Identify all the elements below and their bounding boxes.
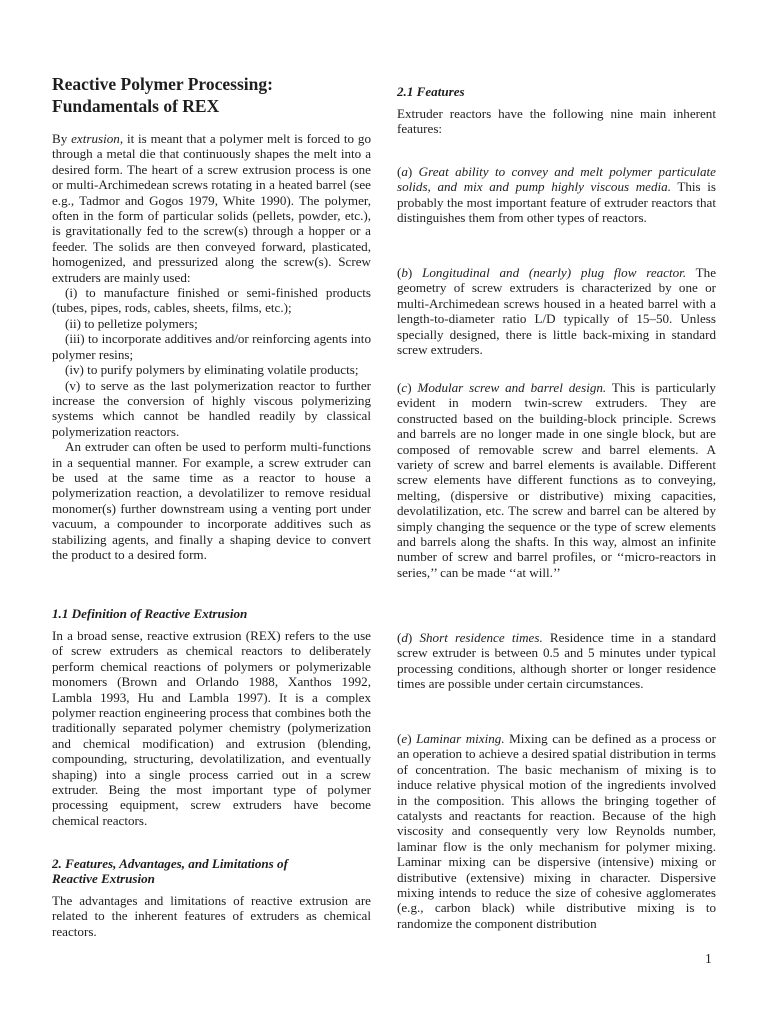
feature-b: (b) Longitudinal and (nearly) plug flow reactor. The geometry of screw extruders is characterized by one or multi-Archimedean screws housed in a heated barrel with a length-to-diameter ratio L/D typically of 15–50. Unless specially designed, there is little back-mixing in standard screw extruders.: [397, 265, 717, 358]
feature-d-letter: d: [401, 630, 408, 645]
use-item-2: (ii) to pelletize polymers;: [65, 315, 198, 331]
use-item-1: (i) to manufacture finished or semi-finished products (tubes, pipes, rods, cables, sheets, films, etc.);: [52, 285, 371, 316]
feature-b-title: Longitudinal and (nearly) plug flow reactor.: [422, 265, 687, 280]
feature-e-letter: e: [401, 731, 408, 746]
feature-a-title: Great ability to convey and melt polymer particulate solids, and mix and pump highly viscous media.: [397, 164, 716, 195]
feature-e: (e) Laminar mixing. Mixing can be defined as a process or an operation to achieve a desired spatial distribution in terms of concentration. The basic mechanism of mixing is to induce relative physical motion of the ingredients involved in the composition. This allows the bringing together of catalysts and reactants for reaction. Because of the high viscosity and consequently very low Reynolds number, laminar flow is the only mechanism for polymer mixing. Laminar mixing can be dispersive (intensive) mixing or distributive (extensive) mixing in character. Dispersive mixing intends to reduce the size of cohesive agglomerates (e.g., carbon black) while distributive mixing is to randomize the component distribution: [397, 731, 716, 931]
section-2-1-heading: 2.1 Features: [397, 84, 465, 99]
feature-a: (a) Great ability to convey and melt polymer particulate solids, and mix and pump highly viscous media. This is probably the most important feature of extruder reactors that distinguishes them from other types of reactors.: [397, 164, 717, 226]
feature-c-title: Modular screw and barrel design.: [417, 380, 607, 395]
feature-d: (d) Short residence times. Residence time in a standard screw extruder is between 0.5 and 5 minutes under typical processing conditions, although shorter or longer residence times are possible under certain circumstances.: [397, 630, 716, 692]
section-1-1-paragraph: In a broad sense, reactive extrusion (REX) refers to the use of screw extruders as chemical reactors to deliberately perform chemical reactions of polymers or polymerizable monomers (Brown and Orlando 1988, Xanthos 1992, Lambla 1993, Hu and Lambla 1997). It is a complex polymer reaction engineering process that combines both the traditionally separated polymer chemistry (polymerization and chemical modification) and extrusion (blending, compounding, structuring, devolatilization, and eventually shaping) into a single process carried out in a screw extruder. Being the most important type of polymer processing equipment, screw extruders have become chemical reactors.: [52, 628, 371, 828]
intro-block: [52, 131, 371, 562]
page-number: 1: [705, 951, 712, 966]
feature-b-body: The geometry of screw extruders is characterized by one or multi-Archimedean screws housed in a heated barrel with a length-to-diameter ratio L/D typically of 15–50. Unless specially designed, there is little back-mixing in standard screw extruders.: [397, 265, 717, 358]
feature-d-body: Residence time in a standard screw extruder is between 0.5 and 5 minutes under typical processing conditions, although shorter or longer residence times are possible under certain circumstances.: [397, 630, 716, 692]
section-2-heading-line-2: Reactive Extrusion: [52, 871, 155, 887]
multifunction-paragraph: An extruder can often be used to perform multi-functions in a sequential manner. For example, a screw extruder can be used at the same time as a reactor to house a polymerization reaction, a devolatilizer to remove residual monomer(s) further downstream using a venting port under vacuum, a compounder to incorporate additives such as stabilizing agents, and finally a shaping device to convert the product to a desired form.: [52, 439, 371, 562]
title-line-1: Reactive Polymer Processing:: [52, 74, 273, 94]
section-1-1-heading: 1.1 Definition of Reactive Extrusion: [52, 606, 248, 621]
intro-paragraph: [52, 131, 371, 285]
article-title: [52, 73, 371, 117]
feature-c-body: This is particularly evident in modern twin-screw extruders. They are constructed based on the building-block principle. Screws and barrels are no longer made in one single block, but are composed of removable screw and barrel elements. A variety of screw and barrel elements is available. Different screw elements have different functions as to conveying, melting, (dispersive or distributive) mixing capacities, devolatilization, etc. The screw and barrel can be altered by simply changing the sequence or the type of screw elements and barrels along the shafts. In this way, almost an infinite number of screw and barrel profiles, or ‘‘micro-reactors in series,’’ can be made ‘‘at will.’’: [397, 380, 716, 580]
section-2-paragraph: The advantages and limitations of reactive extrusion are related to the inherent features of extruders as chemical reactors.: [52, 893, 371, 939]
feature-d-title: Short residence times.: [419, 630, 543, 645]
feature-c-letter: c: [401, 380, 408, 395]
intro-term: extrusion: [71, 131, 120, 146]
feature-c: (c) Modular screw and barrel design. This is particularly evident in modern twin-screw extruders. They are constructed based on the building-block principle. Screws and barrels are no longer made in one single block, but are composed of removable screw and barrel elements. A variety of screw and barrel elements is available. Different screw elements have different functions as to conveying, melting, (dispersive or distributive) mixing capacities, devolatilization, etc. The screw and barrel can be altered by simply changing the sequence or the type of screw elements and barrels along the shafts. In this way, almost an infinite number of screw and barrel profiles, or ‘‘micro-reactors in series,’’ can be made ‘‘at will.’’: [397, 380, 716, 580]
intro-pre: By: [52, 131, 72, 146]
feature-e-body: Mixing can be defined as a process or an operation to achieve a desired spatial distribution in terms of concentration. The basic mechanism of mixing is to induce relative physical motion of the ingredients involved in the composition. This allows the bringing together of catalysts and reactants for reaction. Because of the high viscosity and consequently very low Reynolds number, laminar flow is the only mechanism for polymer mixing. Laminar mixing can be dispersive (intensive) mixing or distributive (extensive) mixing in character. Dispersive mixing intends to reduce the size of cohesive agglomerates (e.g., carbon black) while distributive mixing is to randomize the component distribution: [397, 731, 716, 931]
feature-a-body: This is probably the most important feature of extruder reactors that distinguishes them from other types of reactors.: [397, 179, 717, 226]
use-item-5: (v) to serve as the last polymerization reactor to further increase the conversion of highly viscous polymerizing systems which cannot be handled readily by classical polymerization reactors.: [52, 377, 371, 439]
section-2-heading-line-1: 2. Features, Advantages, and Limitations of: [52, 856, 288, 871]
feature-e-title: Laminar mixing.: [416, 731, 505, 746]
use-item-3: (iii) to incorporate additives and/or reinforcing agents into polymer resins;: [52, 331, 371, 362]
section-2-heading: [52, 856, 371, 887]
title-line-2: Fundamentals of REX: [52, 96, 220, 116]
intro-post: , it is meant that a polymer melt is forced to go through a metal die that continuously shapes the melt into a desired form. The heart of a screw extrusion process is one or multi-Archimedean screws rotating in a heated barrel (see e.g., Tadmor and Gogos 1979, White 1990). The polymer, often in the form of particular solids (pellets, powder, etc.), is gravitationally fed to the screw(s) through a hopper or a feeder. The solids are then conveyed forward, plasticated, homogenized, and pressurized along the screw(s). Screw extruders are mainly used:: [52, 131, 371, 285]
section-2-1-intro: Extruder reactors have the following nine main inherent features:: [397, 106, 716, 137]
use-item-4: (iv) to purify polymers by eliminating volatile products;: [65, 362, 359, 378]
feature-a-letter: a: [401, 164, 408, 179]
feature-b-letter: b: [401, 265, 408, 280]
